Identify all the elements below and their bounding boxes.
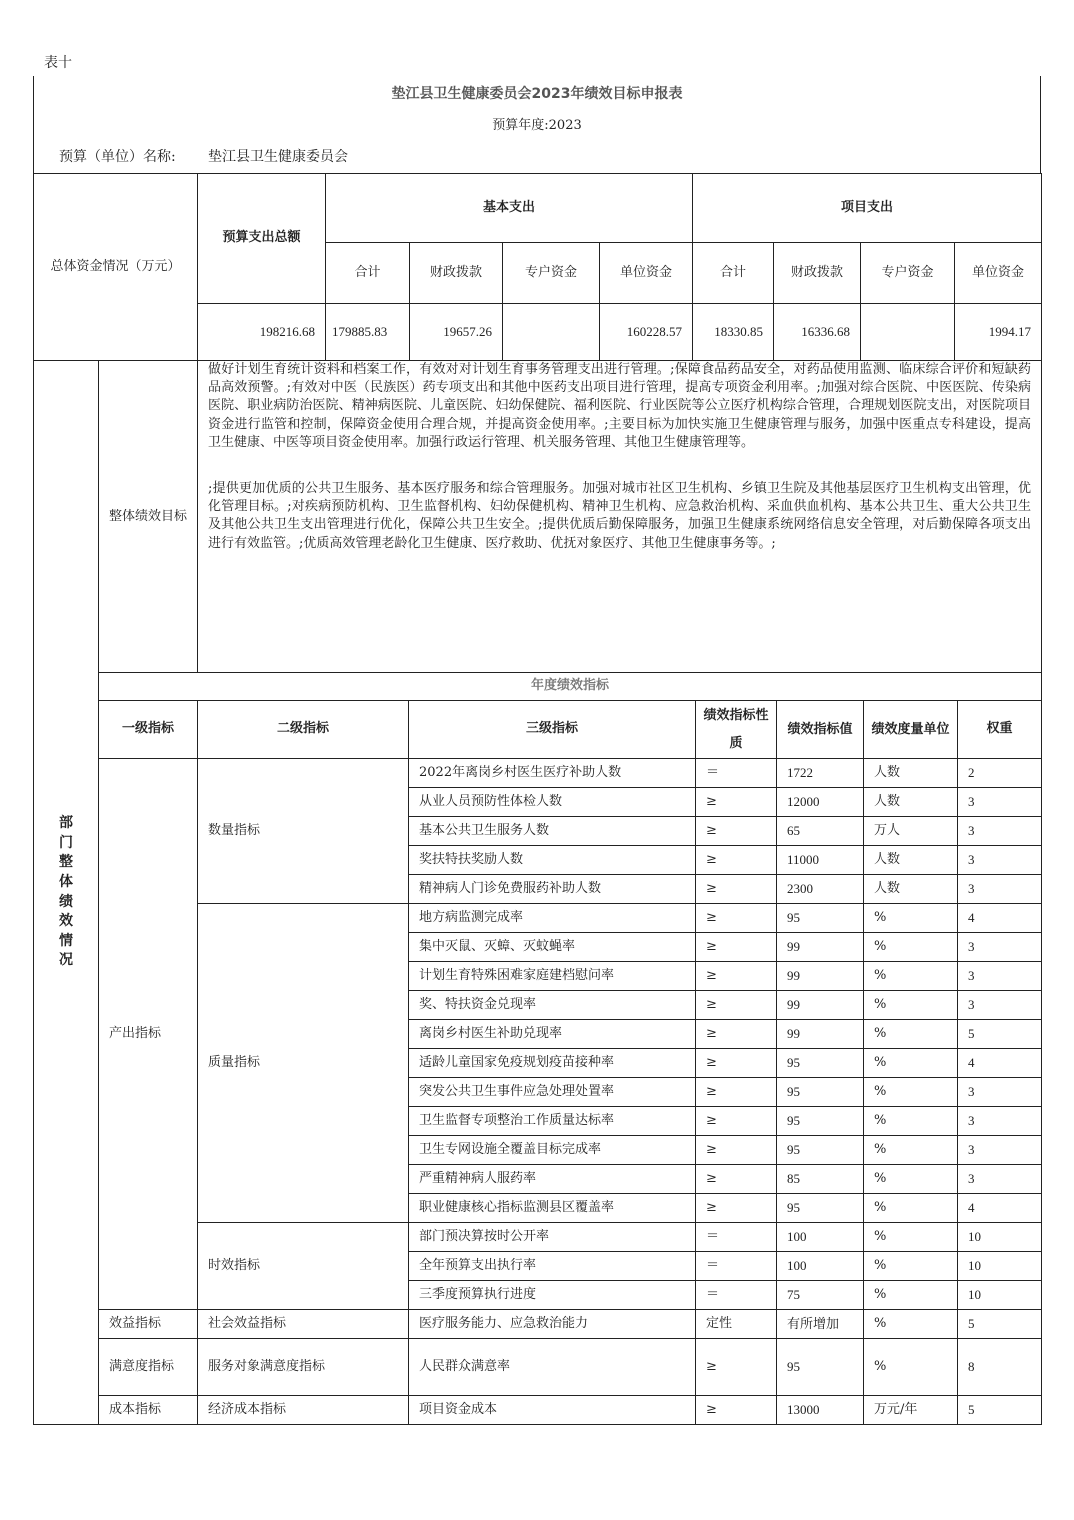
indicator-value: 100	[777, 1252, 864, 1281]
indicator-value: 99	[777, 962, 864, 991]
indicator-unit: 人数	[864, 875, 958, 904]
indicator-weight: 5	[958, 1020, 1042, 1049]
fund-value: 1994.17	[955, 304, 1042, 361]
indicator-nature: ≥	[696, 1165, 777, 1194]
budget-year: 预算年度:2023	[492, 118, 582, 133]
indicator-unit: 人数	[864, 788, 958, 817]
department-performance-label	[34, 361, 99, 1425]
indicator-value: 65	[777, 817, 864, 846]
fund-value	[503, 304, 600, 361]
header-weight: 权重	[958, 701, 1042, 759]
indicator-value: 95	[777, 1107, 864, 1136]
indicator-unit: %	[864, 1252, 958, 1281]
indicator-name: 职业健康核心指标监测县区覆盖率	[409, 1194, 696, 1223]
indicator-nature: ≥	[696, 817, 777, 846]
indicator-value: 75	[777, 1281, 864, 1310]
indicator-name: 项目资金成本	[409, 1396, 696, 1425]
indicator-name: 严重精神病人服药率	[409, 1165, 696, 1194]
indicator-weight: 10	[958, 1252, 1042, 1281]
goal-paragraph: ;提供更加优质的公共卫生服务、基本医疗服务和综合管理服务。加强对城市社区卫生机构、乡镇卫生院及其他基层医疗卫生机构支出管理，优化管理目标。;对疾病预防机构、卫生监督机构、妇幼保健机构、精神卫生机构、应急救治机构、采血供血机构、基本公共卫生、重大公共卫生及其他公共卫生支出管理进行优化，保障公共卫生安全。;提供优质后勤保障服务，加强卫生健康系统网络信息安全管理，对后勤保障各项支出进行有效监管。;优质高效管理老龄化卫生健康、医疗救助、优抚对象医疗、其他卫生健康事务等。;	[208, 480, 1031, 551]
indicator-name: 2022年离岗乡村医生医疗补助人数	[409, 759, 696, 788]
col-head: 单位资金	[600, 243, 693, 304]
indicator-value: 2300	[777, 875, 864, 904]
indicator-name: 奖、特扶资金兑现率	[409, 991, 696, 1020]
indicator-value: 有所增加	[777, 1310, 864, 1339]
basic-expense-header: 基本支出	[326, 174, 693, 243]
indicator-row	[34, 1396, 1042, 1425]
level2-quantity: 数量指标	[198, 759, 409, 904]
indicator-value: 99	[777, 933, 864, 962]
indicator-weight: 5	[958, 1310, 1042, 1339]
indicator-row	[34, 1339, 1042, 1396]
indicator-name: 奖扶特扶奖励人数	[409, 846, 696, 875]
indicator-unit: %	[864, 1049, 958, 1078]
indicator-weight: 3	[958, 991, 1042, 1020]
indicator-weight: 3	[958, 846, 1042, 875]
header-level1: 一级指标	[99, 701, 198, 759]
col-head: 专户资金	[861, 243, 955, 304]
indicator-weight: 3	[958, 1165, 1042, 1194]
indicator-value: 85	[777, 1165, 864, 1194]
level2-timeliness: 时效指标	[198, 1223, 409, 1310]
indicator-weight: 5	[958, 1396, 1042, 1425]
indicator-weight: 3	[958, 933, 1042, 962]
indicator-unit: %	[864, 1020, 958, 1049]
indicator-name: 人民群众满意率	[409, 1339, 696, 1396]
indicator-nature: ＝	[696, 1223, 777, 1252]
indicator-name: 部门预决算按时公开率	[409, 1223, 696, 1252]
indicator-value: 1722	[777, 759, 864, 788]
indicator-name: 卫生专网设施全覆盖目标完成率	[409, 1136, 696, 1165]
level2-quality: 质量指标	[198, 904, 409, 1223]
indicator-nature: ≥	[696, 1078, 777, 1107]
page-label: 表十	[44, 55, 72, 71]
col-head: 单位资金	[955, 243, 1042, 304]
indicator-unit: %	[864, 904, 958, 933]
fund-value: 179885.83	[326, 304, 410, 361]
col-head: 专户资金	[503, 243, 600, 304]
level1-output: 产出指标	[99, 759, 198, 1310]
project-expense-header: 项目支出	[693, 174, 1042, 243]
indicator-name: 地方病监测完成率	[409, 904, 696, 933]
funds-section-label: 总体资金情况（万元）	[34, 174, 198, 361]
fund-value: 16336.68	[774, 304, 861, 361]
indicator-value: 99	[777, 991, 864, 1020]
indicator-value: 95	[777, 1339, 864, 1396]
col-head: 财政拨款	[410, 243, 503, 304]
indicator-name: 从业人员预防性体检人数	[409, 788, 696, 817]
annual-indicators-header: 年度绩效指标	[99, 673, 1042, 701]
indicator-name: 三季度预算执行进度	[409, 1281, 696, 1310]
indicator-weight: 2	[958, 759, 1042, 788]
indicator-nature: ≥	[696, 933, 777, 962]
indicator-nature: ≥	[696, 991, 777, 1020]
indicator-unit: %	[864, 991, 958, 1020]
level2-economic: 经济成本指标	[198, 1396, 409, 1425]
indicator-unit: 万人	[864, 817, 958, 846]
indicator-value: 95	[777, 1078, 864, 1107]
fund-value	[861, 304, 955, 361]
indicator-row	[34, 759, 1042, 788]
level2-service: 服务对象满意度指标	[198, 1339, 409, 1396]
level1-benefit: 效益指标	[99, 1310, 198, 1339]
indicator-unit: 万元/年	[864, 1396, 958, 1425]
indicator-unit: 人数	[864, 846, 958, 875]
indicator-unit: %	[864, 1136, 958, 1165]
goal-paragraph: 做好计划生育统计资料和档案工作，有效对对计划生育事务管理支出进行管理。;保障食品药品安全，对药品使用监测、临床综合评价和短缺药品高效预警。;有效对中医（民族医）药专项支出和其他中医药支出项目进行管理，提高专项资金利用率。;加强对综合医院、中医医院、传染病医院、职业病防治医院、精神病医院、儿童医院、妇幼保健院、福利医院、行业医院等公立医疗机构综合管理，合理规划医院支出，对医院项目资金进行监管和控制，保障资金使用合理合规，并提高资金使用率。;主要目标为加快实施卫生健康管理与服务，加强中医重点专科建设，提高卫生健康、中医等项目资金使用率。加强行政运行管理、机关服务管理、其他卫生健康管理等。	[208, 362, 1031, 450]
indicator-nature: ＝	[696, 1252, 777, 1281]
indicator-nature: ≥	[696, 1020, 777, 1049]
indicator-nature: ≥	[696, 788, 777, 817]
indicator-row	[34, 1310, 1042, 1339]
indicator-nature: ≥	[696, 846, 777, 875]
col-head: 财政拨款	[774, 243, 861, 304]
indicator-nature: ≥	[696, 1194, 777, 1223]
unit-name-label: 预算（单位）名称:	[59, 149, 176, 165]
indicator-unit: %	[864, 1078, 958, 1107]
indicator-value: 11000	[777, 846, 864, 875]
indicator-nature: ≥	[696, 1339, 777, 1396]
performance-table	[33, 360, 1042, 1425]
document-title: 垫江县卫生健康委员会2023年绩效目标申报表	[391, 86, 683, 102]
indicator-weight: 4	[958, 1194, 1042, 1223]
indicator-weight: 3	[958, 875, 1042, 904]
indicator-name: 离岗乡村医生补助兑现率	[409, 1020, 696, 1049]
indicator-value: 95	[777, 904, 864, 933]
indicator-weight: 4	[958, 904, 1042, 933]
indicator-weight: 3	[958, 1136, 1042, 1165]
indicator-weight: 10	[958, 1223, 1042, 1252]
indicator-nature: ≥	[696, 1136, 777, 1165]
fund-value: 160228.57	[600, 304, 693, 361]
indicator-weight: 10	[958, 1281, 1042, 1310]
header-level2: 二级指标	[198, 701, 409, 759]
indicator-unit: %	[864, 1339, 958, 1396]
overall-goal-text	[198, 361, 1042, 673]
total-budget-value: 198216.68	[198, 304, 326, 361]
indicator-weight: 3	[958, 817, 1042, 846]
side-label-text: 部门整体绩效情况	[59, 815, 73, 969]
indicator-name: 全年预算支出执行率	[409, 1252, 696, 1281]
fund-value: 18330.85	[693, 304, 774, 361]
indicator-value: 95	[777, 1136, 864, 1165]
indicator-nature: ≥	[696, 875, 777, 904]
indicator-nature: ≥	[696, 962, 777, 991]
indicator-nature: ＝	[696, 1281, 777, 1310]
header-value: 绩效指标值	[777, 701, 864, 759]
indicator-name: 突发公共卫生事件应急处理处置率	[409, 1078, 696, 1107]
indicator-unit: %	[864, 962, 958, 991]
indicator-weight: 3	[958, 962, 1042, 991]
level1-satisfaction: 满意度指标	[99, 1339, 198, 1396]
indicator-value: 95	[777, 1049, 864, 1078]
overall-goal-label: 整体绩效目标	[99, 361, 198, 673]
unit-name-value: 垫江县卫生健康委员会	[208, 149, 348, 165]
indicator-value: 95	[777, 1194, 864, 1223]
indicator-value: 13000	[777, 1396, 864, 1425]
indicator-nature: 定性	[696, 1310, 777, 1339]
header-level3: 三级指标	[409, 701, 696, 759]
indicator-name: 集中灭鼠、灭蟑、灭蚊蝇率	[409, 933, 696, 962]
indicator-nature: ≥	[696, 904, 777, 933]
indicator-nature: ＝	[696, 759, 777, 788]
indicator-weight: 3	[958, 788, 1042, 817]
indicator-value: 12000	[777, 788, 864, 817]
col-head: 合计	[326, 243, 410, 304]
indicator-nature: ≥	[696, 1049, 777, 1078]
indicator-name: 计划生育特殊困难家庭建档慰问率	[409, 962, 696, 991]
col-head: 合计	[693, 243, 774, 304]
indicator-unit: %	[864, 933, 958, 962]
indicator-nature: ≥	[696, 1396, 777, 1425]
level1-cost: 成本指标	[99, 1396, 198, 1425]
indicator-unit: %	[864, 1165, 958, 1194]
total-budget-header: 预算支出总额	[198, 174, 326, 304]
indicator-value: 100	[777, 1223, 864, 1252]
fund-value: 19657.26	[410, 304, 503, 361]
indicator-name: 卫生监督专项整治工作质量达标率	[409, 1107, 696, 1136]
indicator-weight: 4	[958, 1049, 1042, 1078]
indicator-name: 医疗服务能力、应急救治能力	[409, 1310, 696, 1339]
indicator-weight: 3	[958, 1078, 1042, 1107]
indicator-unit: 人数	[864, 759, 958, 788]
indicator-nature: ≥	[696, 1107, 777, 1136]
indicator-unit: %	[864, 1107, 958, 1136]
indicator-value: 99	[777, 1020, 864, 1049]
indicator-name: 基本公共卫生服务人数	[409, 817, 696, 846]
indicator-weight: 3	[958, 1107, 1042, 1136]
header-nature: 绩效指标性质	[696, 701, 777, 759]
level2-social: 社会效益指标	[198, 1310, 409, 1339]
indicator-unit: %	[864, 1223, 958, 1252]
header-unit: 绩效度量单位	[864, 701, 958, 759]
indicator-unit: %	[864, 1281, 958, 1310]
indicator-name: 精神病人门诊免费服药补助人数	[409, 875, 696, 904]
indicator-unit: %	[864, 1310, 958, 1339]
funds-table	[33, 173, 1042, 361]
indicator-weight: 8	[958, 1339, 1042, 1396]
indicator-unit: %	[864, 1194, 958, 1223]
indicator-name: 适龄儿童国家免疫规划疫苗接种率	[409, 1049, 696, 1078]
